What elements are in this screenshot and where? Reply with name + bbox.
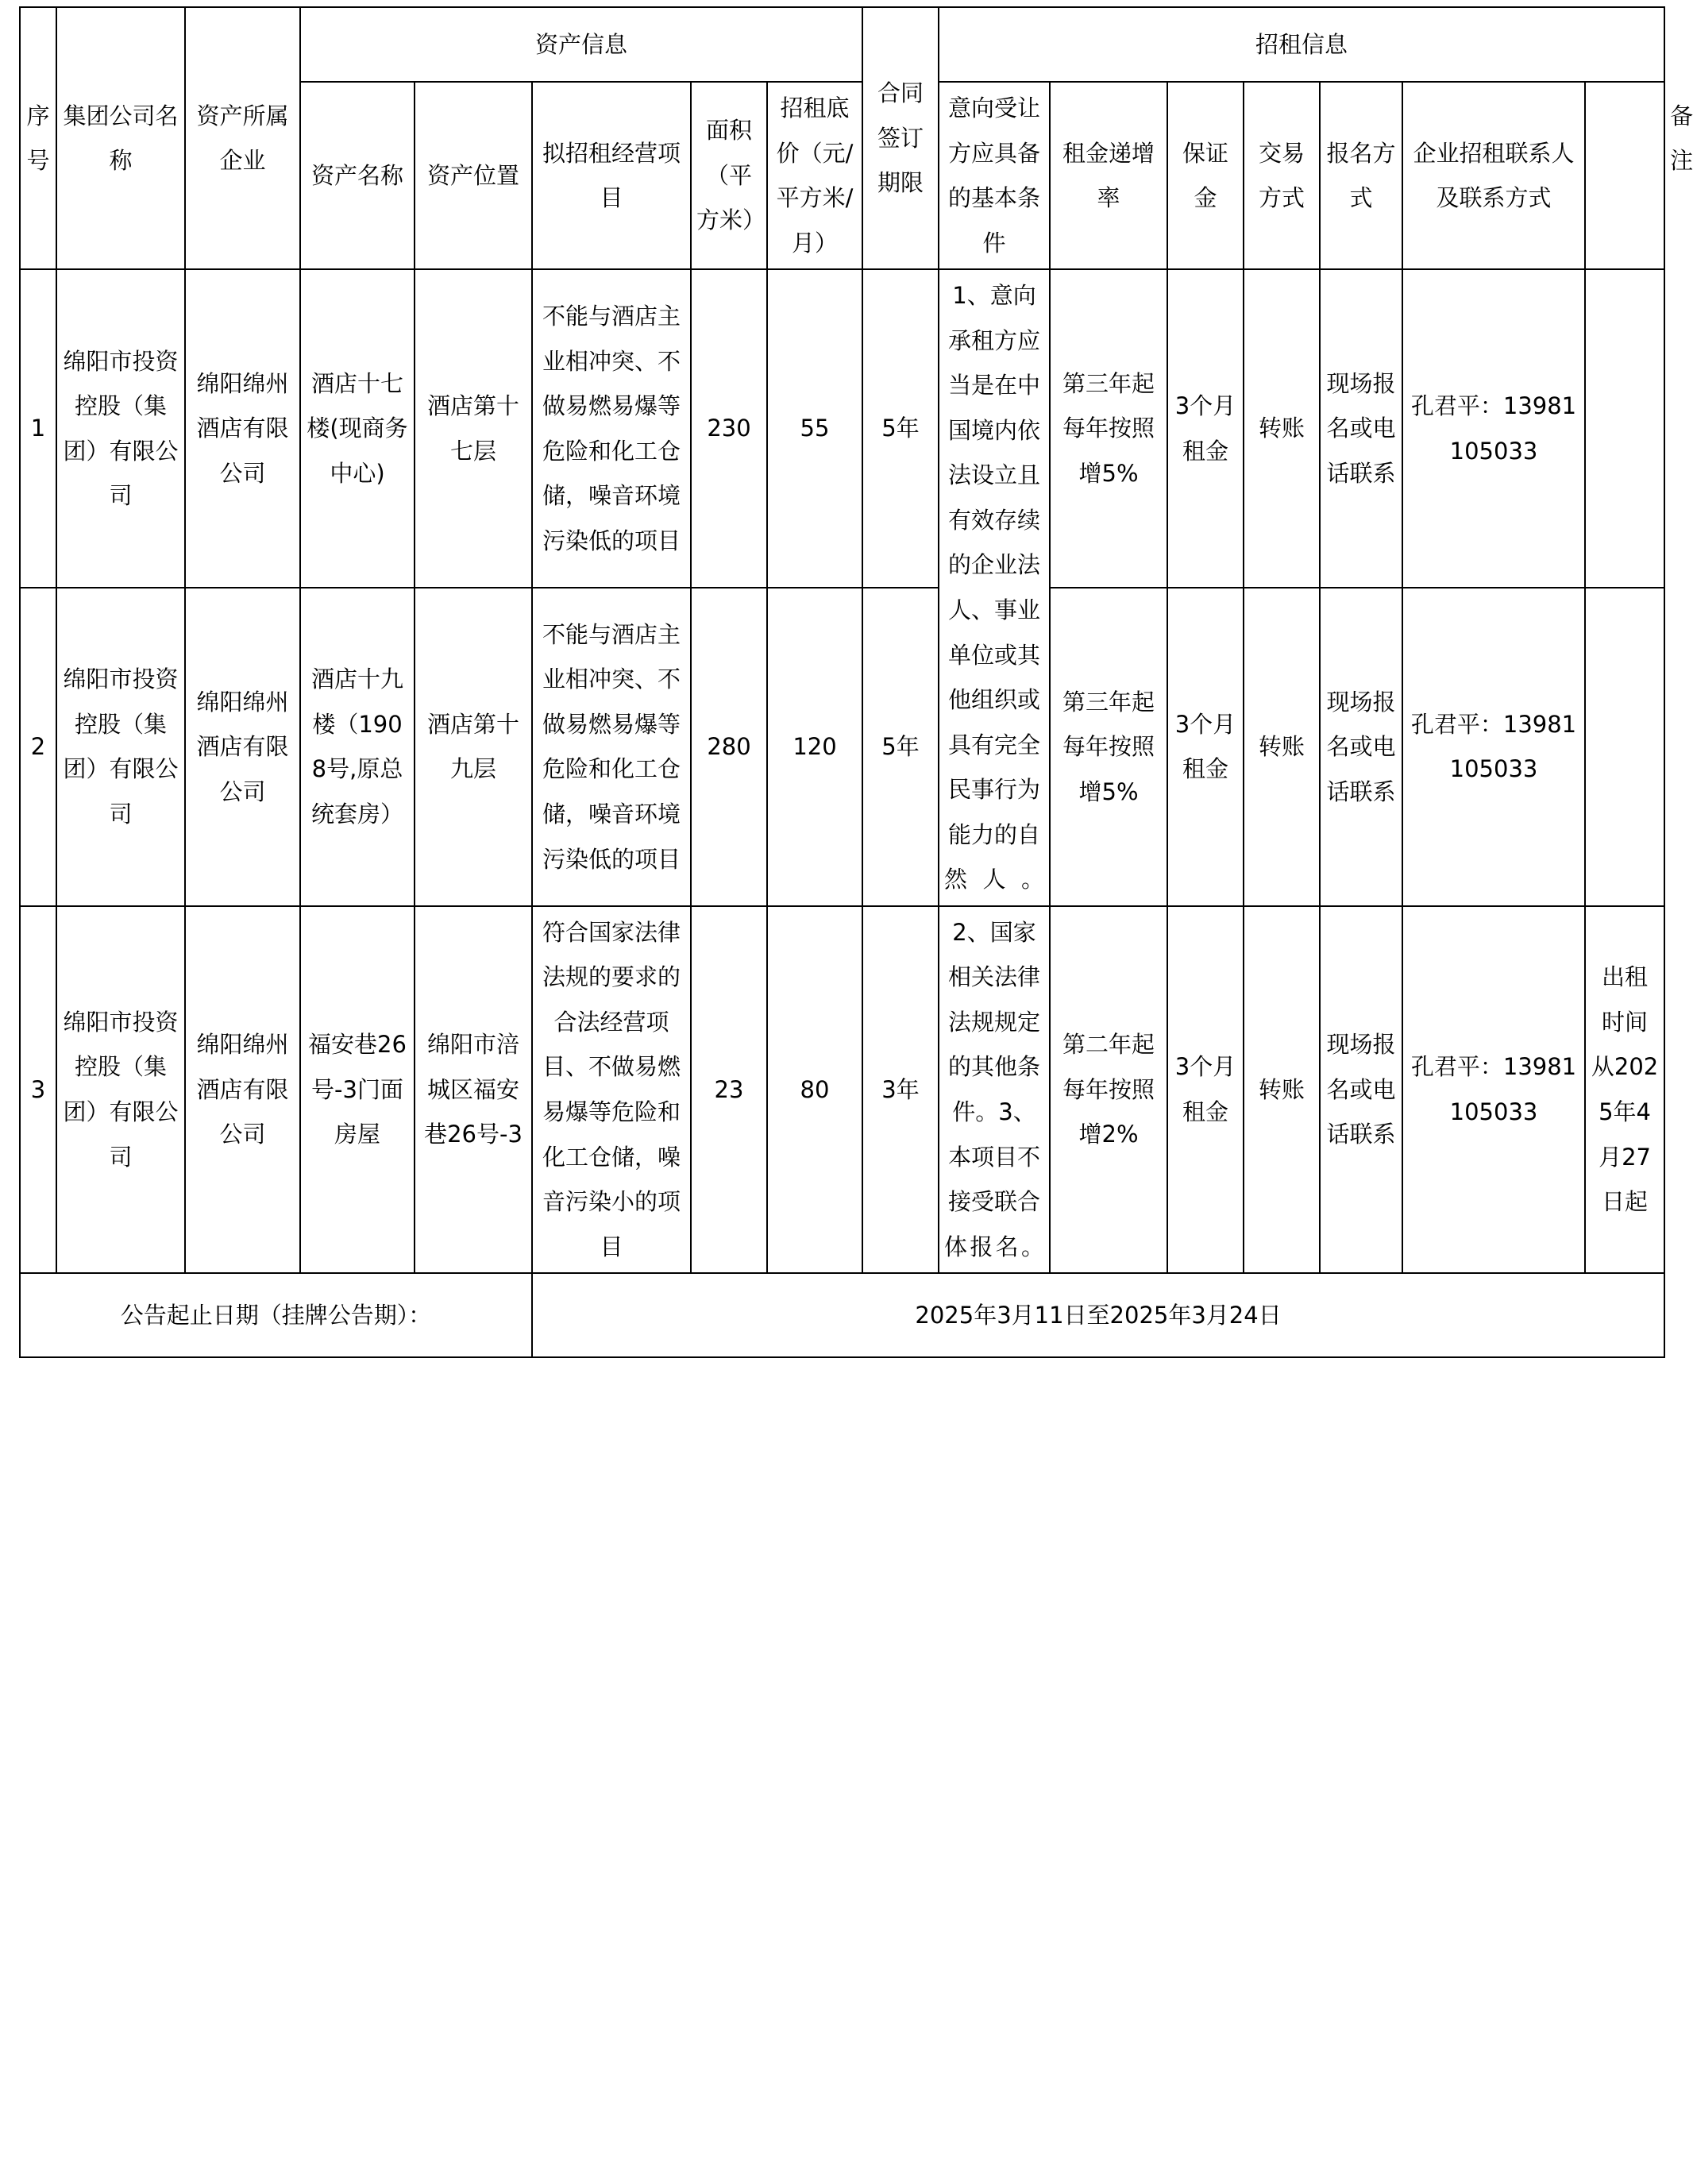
cell-seq: 3 <box>20 906 56 1273</box>
col-header-payment: 交易方式 <box>1244 82 1320 269</box>
col-header-base-price: 招租底价（元/平方米/月） <box>767 82 862 269</box>
cell-asset-name: 酒店十七楼(现商务中心) <box>300 269 415 588</box>
col-header-contact: 企业招租联系人及联系方式 <box>1402 82 1585 269</box>
col-header-asset-name: 资产名称 <box>300 82 415 269</box>
table-group-header-row: 序号 集团公司名称 资产所属企业 资产信息 合同签订期限 招租信息 备注 <box>20 7 1664 82</box>
cell-deposit: 3个月租金 <box>1167 269 1244 588</box>
cell-remark: 出租时间从2025年4月27日起 <box>1585 906 1664 1273</box>
cell-area: 23 <box>691 906 767 1273</box>
col-header-project: 拟招租经营项目 <box>532 82 691 269</box>
col-header-area: 面积（平方米） <box>691 82 767 269</box>
footer-announcement-label: 公告起止日期（挂牌公告期）： <box>20 1273 532 1357</box>
cell-contact: 孔君平：13981105033 <box>1402 588 1585 906</box>
cell-signup: 现场报名或电话联系 <box>1320 269 1402 588</box>
col-header-contract-term: 合同签订期限 <box>862 7 939 269</box>
table-row <box>20 906 1664 1273</box>
cell-signup: 现场报名或电话联系 <box>1320 588 1402 906</box>
cell-contract-term: 5年 <box>862 588 939 906</box>
cell-asset-owner: 绵阳绵州酒店有限公司 <box>185 269 300 588</box>
cell-asset-location: 酒店第十九层 <box>415 588 532 906</box>
col-header-signup: 报名方式 <box>1320 82 1402 269</box>
cell-base-price: 80 <box>767 906 862 1273</box>
group-header-asset-info: 资产信息 <box>300 7 862 82</box>
cell-project: 不能与酒店主业相冲突、不做易燃易爆等危险和化工仓储，噪音环境污染低的项目 <box>532 588 691 906</box>
cell-rent-increase: 第三年起每年按照增5% <box>1050 588 1167 906</box>
cell-base-price: 55 <box>767 269 862 588</box>
cell-asset-owner: 绵阳绵州酒店有限公司 <box>185 588 300 906</box>
cell-area: 280 <box>691 588 767 906</box>
table-row <box>20 269 1664 588</box>
cell-seq: 2 <box>20 588 56 906</box>
cell-contact: 孔君平：13981105033 <box>1402 906 1585 1273</box>
cell-asset-name: 酒店十九楼（1908号,原总统套房） <box>300 588 415 906</box>
cell-group-company: 绵阳市投资控股（集团）有限公司 <box>56 588 185 906</box>
asset-rental-table <box>19 6 1693 1358</box>
cell-group-company: 绵阳市投资控股（集团）有限公司 <box>56 269 185 588</box>
cell-project: 符合国家法律法规的要求的合法经营项目、不做易燃易爆等危险和化工仓储，噪音污染小的项目 <box>532 906 691 1273</box>
col-header-group-company: 集团公司名称 <box>56 7 185 269</box>
cell-asset-location: 酒店第十七层 <box>415 269 532 588</box>
cell-payment: 转账 <box>1244 588 1320 906</box>
col-header-asset-owner: 资产所属企业 <box>185 7 300 269</box>
cell-asset-owner: 绵阳绵州酒店有限公司 <box>185 906 300 1273</box>
cell-conditions-part2: 2、国家相关法律法规规定的其他条件。3、本项目不接受联合体报名。 <box>939 906 1050 1273</box>
col-header-rent-increase: 租金递增率 <box>1050 82 1167 269</box>
table-footer-row <box>20 1273 1664 1357</box>
group-header-rent-info: 招租信息 <box>939 7 1664 82</box>
cell-group-company: 绵阳市投资控股（集团）有限公司 <box>56 906 185 1273</box>
col-header-asset-location: 资产位置 <box>415 82 532 269</box>
cell-payment: 转账 <box>1244 269 1320 588</box>
cell-seq: 1 <box>20 269 56 588</box>
col-header-seq: 序号 <box>20 7 56 269</box>
cell-base-price: 120 <box>767 588 862 906</box>
cell-project: 不能与酒店主业相冲突、不做易燃易爆等危险和化工仓储，噪音环境污染低的项目 <box>532 269 691 588</box>
cell-contact: 孔君平：13981105033 <box>1402 269 1585 588</box>
cell-remark <box>1585 269 1664 588</box>
cell-signup: 现场报名或电话联系 <box>1320 906 1402 1273</box>
cell-conditions-part1: 1、意向承租方应当是在中国境内依法设立且有效存续的企业法人、事业单位或其他组织或具有完全民事行为能力的自然人。 <box>939 269 1050 906</box>
col-header-deposit: 保证金 <box>1167 82 1244 269</box>
cell-remark <box>1585 588 1664 906</box>
cell-area: 230 <box>691 269 767 588</box>
cell-payment: 转账 <box>1244 906 1320 1273</box>
cell-contract-term: 3年 <box>862 906 939 1273</box>
col-header-conditions: 意向受让方应具备的基本条件 <box>939 82 1050 269</box>
table-row <box>20 588 1664 906</box>
footer-announcement-value: 2025年3月11日至2025年3月24日 <box>532 1273 1664 1357</box>
cell-asset-location: 绵阳市涪城区福安巷26号-3 <box>415 906 532 1273</box>
cell-rent-increase: 第二年起每年按照增2% <box>1050 906 1167 1273</box>
cell-asset-name: 福安巷26号-3门面房屋 <box>300 906 415 1273</box>
cell-rent-increase: 第三年起每年按照增5% <box>1050 269 1167 588</box>
cell-deposit: 3个月租金 <box>1167 906 1244 1273</box>
cell-contract-term: 5年 <box>862 269 939 588</box>
cell-deposit: 3个月租金 <box>1167 588 1244 906</box>
